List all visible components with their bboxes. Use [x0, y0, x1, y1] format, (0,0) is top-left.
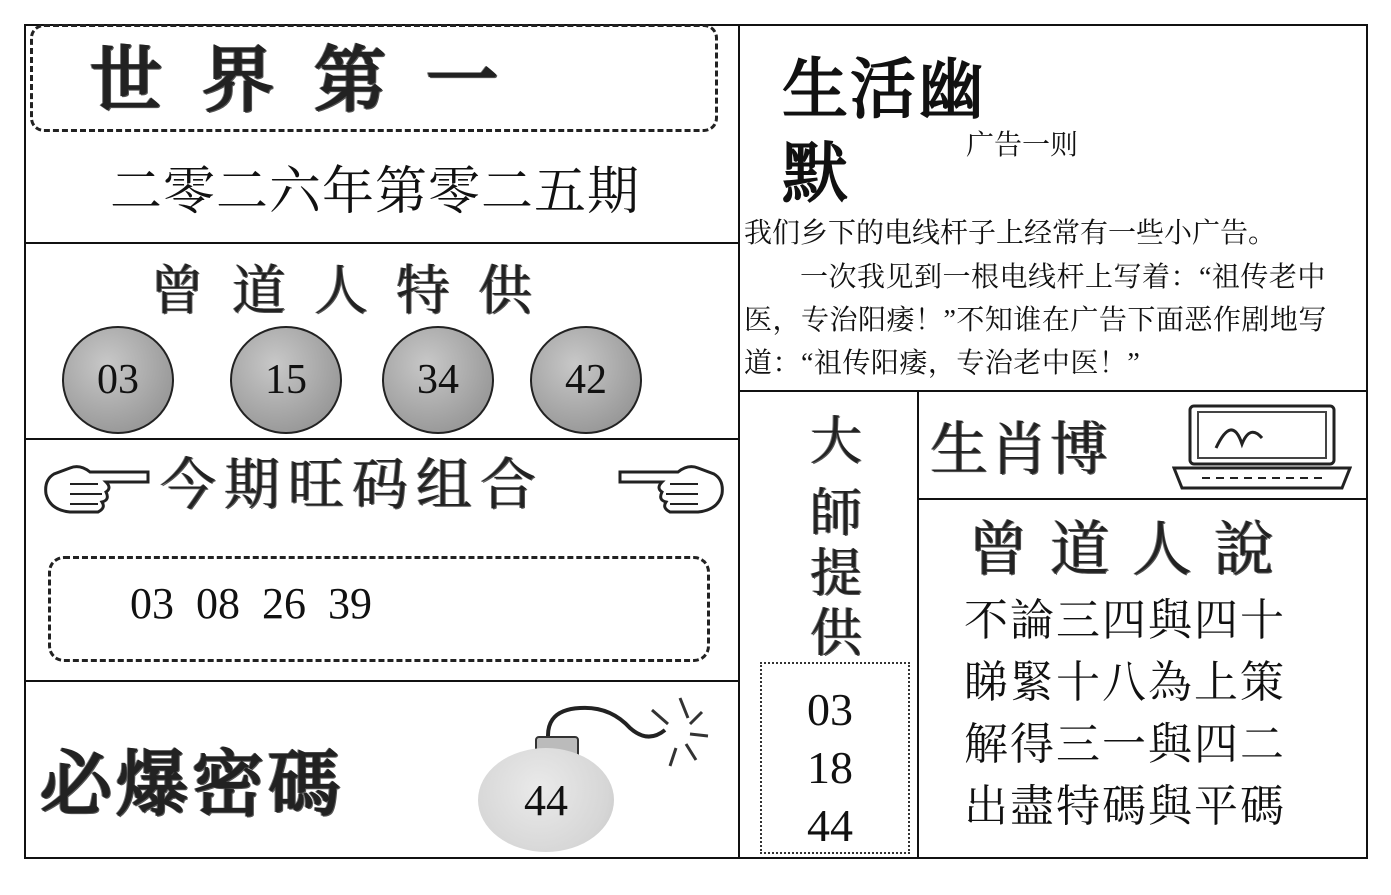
special-ball-4: 42 [530, 326, 642, 434]
special-ball-3: 34 [382, 326, 494, 434]
special-ball-1: 03 [62, 326, 174, 434]
master-char-1: 大 [809, 412, 862, 472]
special-ball-2: 15 [230, 326, 342, 434]
master-char-3: 提 [809, 544, 862, 604]
poem-line-2: 睇緊十八為上策 [964, 657, 1286, 708]
secret-title: 必爆密碼 [40, 741, 345, 826]
computer-icon [1172, 404, 1352, 490]
center-divider [738, 26, 740, 858]
pointing-hand-right-icon [618, 450, 728, 520]
main-title: 世界第一 [90, 37, 539, 122]
humor-subtitle: 广告一则 [966, 130, 1079, 161]
poem-line-1: 不論三四與四十 [964, 595, 1286, 646]
right-divider-1 [740, 390, 1368, 392]
master-number-3: 44 [807, 800, 853, 851]
poem-line-4: 出盡特碼與平碼 [964, 781, 1286, 832]
issue-label: 二零二六年第零二五期 [110, 164, 641, 221]
master-number-1: 03 [807, 684, 853, 735]
says-title: 曾道人說 [968, 515, 1296, 585]
special-title: 曾道人特供 [150, 259, 560, 322]
zodiac-title: 生肖博 [930, 415, 1111, 483]
pointing-hand-left-icon [40, 450, 150, 520]
divider-3 [26, 680, 738, 682]
master-number-2: 18 [807, 742, 853, 793]
combo-numbers: 03 08 26 39 [130, 579, 372, 628]
master-char-2: 師 [809, 484, 862, 544]
divider-2 [26, 438, 738, 440]
humor-title: 生活幽默 [782, 51, 986, 212]
humor-paragraph-2: 一次我见到一根电线杆上写着：“祖传老中医，专治阳痿！”不知谁在广告下面恶作剧地写道：“祖传阳痿，专治老中医！” [744, 262, 1327, 379]
humor-paragraph-1: 我们乡下的电线杆子上经常有一些小广告。 [744, 218, 1277, 249]
combo-title: 今期旺码组合 [160, 453, 544, 518]
poem-line-3: 解得三一與四二 [964, 719, 1286, 770]
secret-ball: 44 [478, 748, 614, 852]
divider-1 [26, 242, 738, 244]
master-char-4: 供 [809, 604, 862, 664]
right-inner-divider [917, 390, 919, 858]
right-divider-2 [917, 498, 1368, 500]
